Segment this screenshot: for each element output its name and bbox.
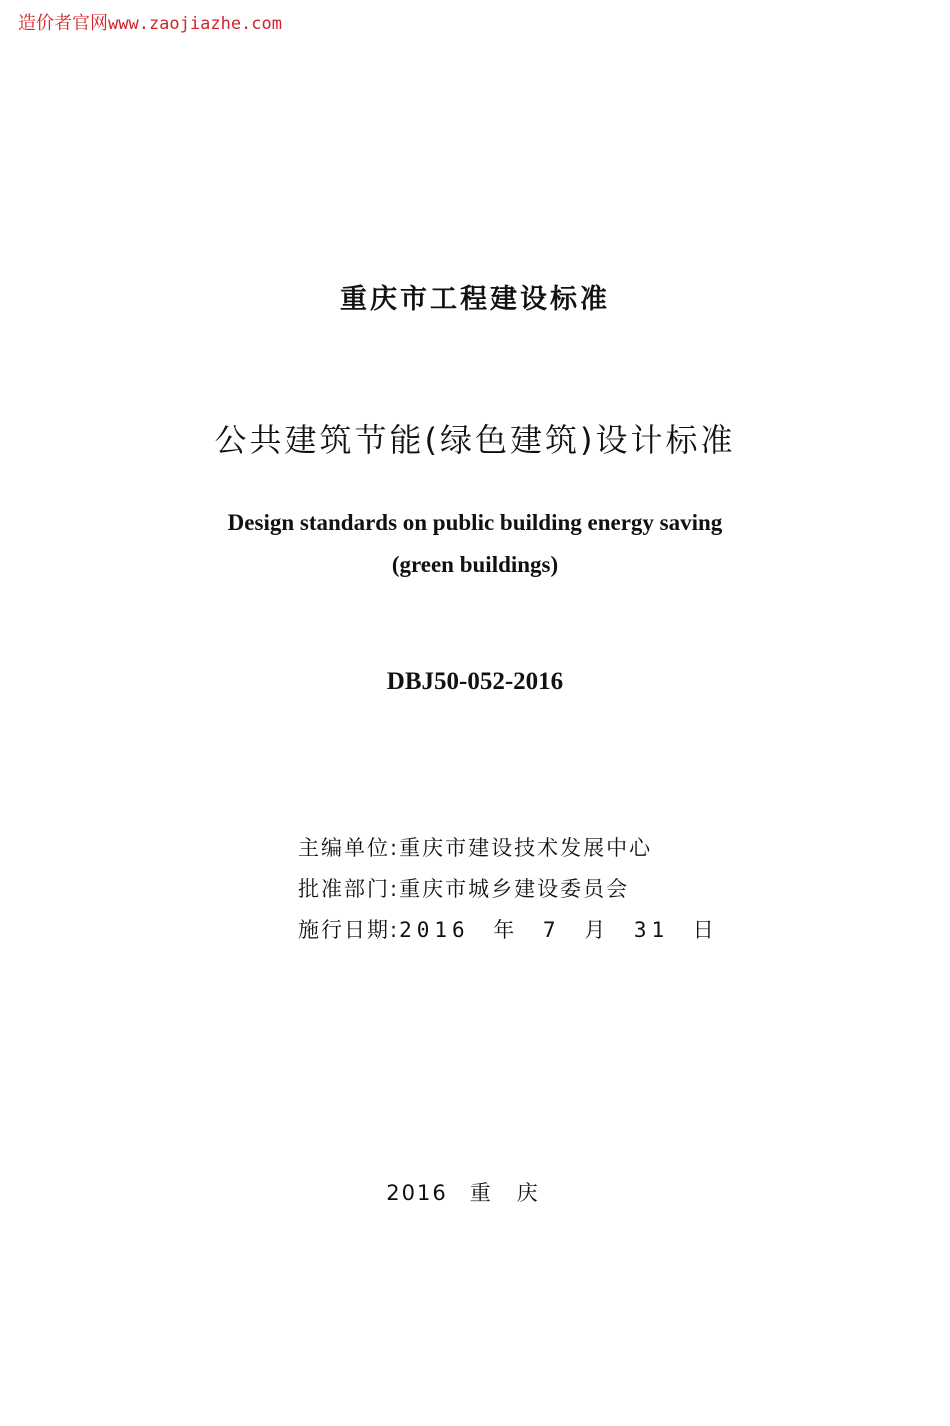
approver-label: 批准部门: — [298, 877, 400, 901]
english-title-line1: Design standards on public building energy saving — [227, 510, 723, 535]
watermark-url[interactable]: www.zaojiazhe.com — [108, 14, 282, 34]
watermark-site-name: 造价者官网 — [18, 13, 108, 34]
series-title: 重庆市工程建设标准 — [340, 284, 610, 315]
main-title: 公共建筑节能(绿色建筑)设计标准 — [214, 421, 736, 459]
approver-row — [298, 869, 719, 910]
footer-city: 重庆 — [469, 1181, 564, 1205]
english-title-line2-text: (green buildings) — [391, 552, 559, 577]
english-title-line2 — [0, 550, 950, 580]
editor-value: 重庆市建设技术发展中心 — [399, 836, 653, 860]
editor-label: 主编单位: — [298, 836, 400, 860]
date-value: 2016 年 7 月 31 日 — [399, 918, 719, 942]
date-row — [298, 910, 719, 951]
date-label: 施行日期: — [298, 918, 400, 942]
standard-code: DBJ50-052-2016 — [386, 668, 564, 695]
publication-info — [298, 828, 719, 951]
watermark — [18, 12, 282, 36]
editor-row — [298, 828, 719, 869]
footer-year: 2016 — [386, 1181, 448, 1205]
approver-value: 重庆市城乡建设委员会 — [399, 877, 630, 901]
footer — [0, 1178, 950, 1208]
